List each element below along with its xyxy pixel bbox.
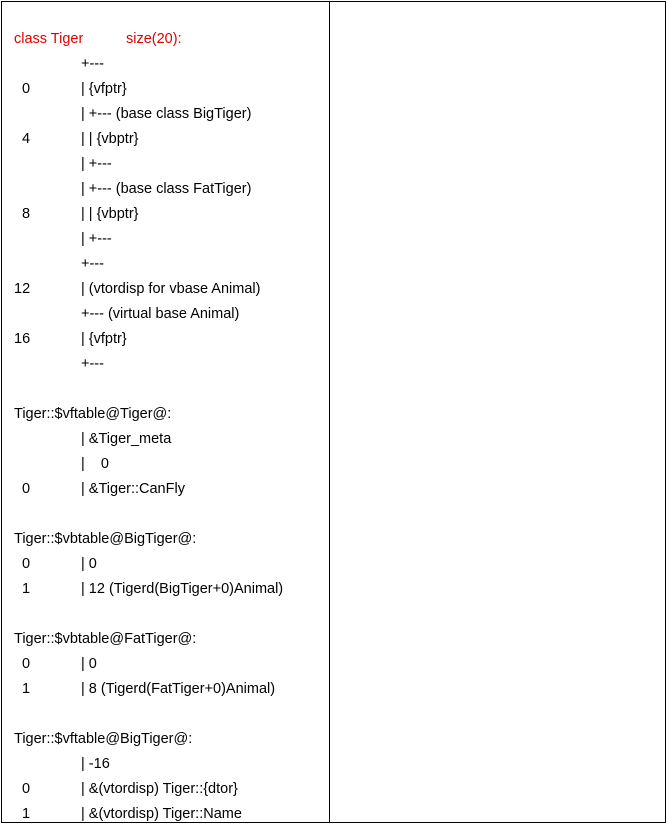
class-size: size(20): [126, 31, 182, 47]
layout-row [2, 327, 329, 352]
table-row [2, 677, 329, 702]
table-title-text: Tiger::$vftable@BigTiger@: [14, 731, 193, 747]
entry-text: | 0 [81, 656, 97, 672]
offset-value: 0 [22, 556, 31, 572]
table-row [2, 752, 329, 777]
entry-text: | &Tiger_meta [81, 431, 172, 447]
empty-cell [330, 1, 666, 823]
entry-text: | +--- [81, 156, 112, 172]
table-row [2, 452, 329, 477]
entry-text: | | {vbptr} [81, 131, 139, 147]
entry-text: | {vfptr} [81, 81, 127, 97]
entry-text: | &(vtordisp) Tiger::{dtor} [81, 781, 238, 797]
table-title-text: Tiger::$vftable@Tiger@: [14, 406, 172, 422]
table-title-text: Tiger::$vbtable@FatTiger@: [14, 631, 197, 647]
class-name: class Tiger [14, 31, 84, 47]
entry-text: | {vfptr} [81, 331, 127, 347]
layout-row [2, 352, 329, 377]
layout-row [2, 152, 329, 177]
offset-value: 1 [22, 581, 31, 597]
entry-text: | &Tiger::CanFly [81, 481, 185, 497]
table-row [2, 577, 329, 602]
layout-row [2, 177, 329, 202]
layout-row [2, 127, 329, 152]
layout-row [2, 227, 329, 252]
entry-text: | +--- (base class BigTiger) [81, 106, 252, 122]
table-row [2, 552, 329, 577]
entry-text: | 0 [81, 456, 109, 472]
offset-value: 0 [22, 781, 31, 797]
layout-row [2, 102, 329, 127]
entry-text: +--- [81, 356, 104, 372]
class-header [2, 27, 329, 52]
layout-cell [1, 1, 330, 823]
offset-value: 0 [22, 656, 31, 672]
table-title [2, 627, 329, 652]
layout-row [2, 52, 329, 77]
table-row [2, 427, 329, 452]
offset-value: 4 [22, 131, 31, 147]
table-title [2, 527, 329, 552]
layout-row [2, 77, 329, 102]
offset-value: 0 [22, 81, 31, 97]
entry-text: | +--- [81, 231, 112, 247]
layout-row [2, 302, 329, 327]
layout-row [2, 252, 329, 277]
entry-text: | 8 (Tigerd(FatTiger+0)Animal) [81, 681, 276, 697]
offset-value: 1 [22, 806, 31, 822]
offset-value: 12 [14, 281, 31, 297]
entry-text: +--- [81, 256, 104, 272]
entry-text: | (vtordisp for vbase Animal) [81, 281, 261, 297]
table-row [2, 652, 329, 677]
layout-row [2, 202, 329, 227]
offset-value: 8 [22, 206, 31, 222]
entry-text: | | {vbptr} [81, 206, 139, 222]
entry-text: | 12 (Tigerd(BigTiger+0)Animal) [81, 581, 284, 597]
entry-text: | -16 [81, 756, 110, 772]
table-title [2, 727, 329, 752]
table-title-text: Tiger::$vbtable@BigTiger@: [14, 531, 197, 547]
table-row [2, 477, 329, 502]
entry-text: +--- (virtual base Animal) [81, 306, 240, 322]
table-title [2, 402, 329, 427]
entry-text: | &(vtordisp) Tiger::Name [81, 806, 242, 822]
offset-value: 0 [22, 481, 31, 497]
entry-text: +--- [81, 56, 104, 72]
entry-text: | +--- (base class FatTiger) [81, 181, 252, 197]
table-row [2, 777, 329, 802]
layout-row [2, 277, 329, 302]
offset-value: 1 [22, 681, 31, 697]
offset-value: 16 [14, 331, 31, 347]
table-row [2, 802, 329, 827]
entry-text: | 0 [81, 556, 97, 572]
